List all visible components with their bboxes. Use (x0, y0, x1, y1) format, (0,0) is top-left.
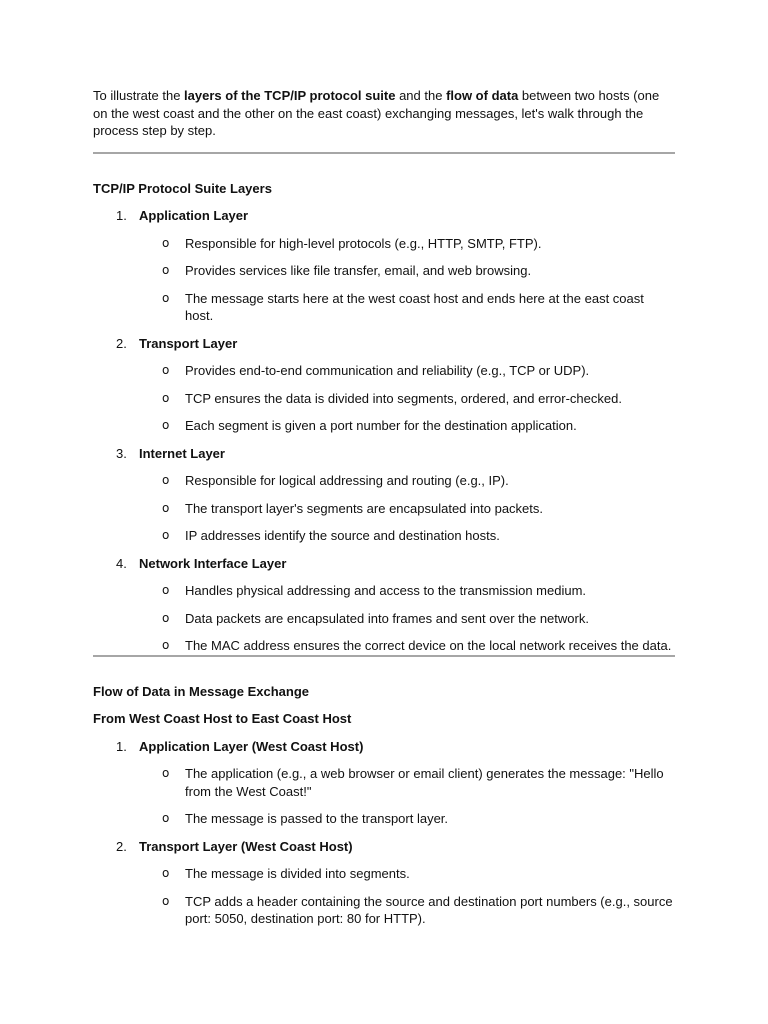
sub-list-item-text: The message is divided into segments. (185, 866, 410, 881)
bullet-glyph: o (162, 866, 170, 880)
intro-bold-text: flow of data (446, 88, 519, 103)
sub-list-item-text: TCP ensures the data is divided into segments, ordered, and error-checked. (185, 390, 622, 406)
sub-list (93, 362, 675, 435)
sub-list-item-text: Provides end-to-end communication and reliability (e.g., TCP or UDP). (185, 363, 590, 378)
bullet-glyph: o (162, 638, 170, 652)
list-number: 4. (116, 555, 127, 571)
sub-list-item (93, 417, 675, 435)
sub-list-item-text: Each segment is given a port number for the destination application. (185, 418, 577, 433)
horizontal-rule (93, 655, 675, 657)
sub-list-item (93, 610, 675, 628)
bullet-glyph: o (162, 263, 170, 277)
section-subheading: From West Coast Host to East Coast Host (93, 711, 352, 726)
list-number: 3. (116, 445, 127, 461)
intro-paragraph (93, 87, 675, 140)
sub-list-item (93, 362, 675, 380)
sub-list-item (93, 472, 675, 490)
list-item-title (93, 838, 675, 856)
sub-list-item-text: Responsible for logical addressing and routing (e.g., IP). (185, 473, 509, 488)
list-number: 2. (116, 838, 127, 854)
sub-list-item-text: Responsible for high-level protocols (e.g., HTTP, SMTP, FTP). (185, 235, 542, 251)
bullet-glyph: o (162, 418, 170, 432)
intro-text: between two hosts (one on the west coast and the other on the east coast) exchanging messages, let's walk through the process step by step. (93, 88, 660, 138)
sub-list-item-text: The MAC address ensures the correct device on the local network receives the data. (185, 638, 672, 653)
bullet-glyph: o (162, 583, 170, 597)
list-item-title-text: Transport Layer (West Coast Host) (139, 838, 353, 854)
list-item (93, 555, 675, 655)
list-item (93, 738, 675, 828)
sub-list-item-text: TCP adds a header containing the source and destination port numbers (e.g., source port: 5050, destination port: 80 for HTTP). (185, 893, 673, 926)
list-number: 2. (116, 335, 127, 351)
horizontal-rule (93, 152, 675, 154)
sub-list-item (93, 810, 675, 828)
list-item (93, 838, 675, 928)
sub-list-item-text: Provides services like file transfer, email, and web browsing. (185, 263, 532, 278)
section-heading: Flow of Data in Message Exchange (93, 683, 309, 699)
layers-list (93, 207, 675, 655)
sub-list-item (93, 865, 675, 883)
sub-list-item-text: The message is passed to the transport layer. (185, 811, 449, 826)
list-item-title (93, 738, 675, 756)
bullet-glyph: o (162, 528, 170, 542)
list-number: 1. (116, 208, 127, 223)
list-item-title-text: Application Layer (West Coast Host) (139, 738, 364, 754)
flow-list (93, 738, 675, 928)
sub-list-item-text: The message starts here at the west coast host and ends here at the east coast host. (185, 290, 644, 323)
sub-list-item (93, 235, 675, 253)
sub-list (93, 865, 675, 928)
sub-list-item (93, 527, 675, 545)
sub-list-item (93, 582, 675, 600)
sub-list-item (93, 390, 675, 408)
list-item (93, 445, 675, 545)
bullet-glyph: o (162, 390, 170, 405)
sub-list-item (93, 765, 675, 800)
bullet-glyph: o (162, 500, 170, 515)
bullet-glyph: o (162, 893, 170, 908)
sub-list (93, 582, 675, 655)
list-item-title (93, 335, 675, 353)
document-body (93, 87, 675, 928)
bullet-glyph: o (162, 811, 170, 825)
list-item-title (93, 445, 675, 463)
bullet-glyph: o (162, 235, 170, 250)
list-item-title-text: Internet Layer (139, 445, 225, 461)
sub-list-item (93, 637, 675, 655)
sub-list (93, 235, 675, 325)
sub-list-item (93, 290, 675, 325)
list-item-title (93, 207, 675, 225)
sub-list-item (93, 500, 675, 518)
bullet-glyph: o (162, 363, 170, 377)
sub-list-item-text: Handles physical addressing and access to the transmission medium. (185, 583, 587, 598)
intro-bold-text: layers of the TCP/IP protocol suite (184, 88, 396, 103)
list-item-title-text: Network Interface Layer (139, 555, 287, 571)
sub-list-item-text: The application (e.g., a web browser or email client) generates the message: "Hello from the West Coast!" (185, 766, 664, 799)
sub-list-item-text: Data packets are encapsulated into frames and sent over the network. (185, 610, 589, 626)
section-heading: TCP/IP Protocol Suite Layers (93, 180, 272, 196)
list-item-title-text: Application Layer (139, 208, 249, 223)
sub-list-item (93, 893, 675, 928)
sub-list-item-text: The transport layer's segments are encapsulated into packets. (185, 500, 544, 516)
list-item-title (93, 555, 675, 573)
list-item-title-text: Transport Layer (139, 335, 238, 351)
bullet-glyph: o (162, 473, 170, 487)
intro-text: To illustrate the (93, 88, 185, 103)
intro-text: and the (395, 88, 447, 103)
bullet-glyph: o (162, 766, 170, 780)
list-number: 1. (116, 738, 127, 754)
bullet-glyph: o (162, 290, 170, 305)
list-item (93, 335, 675, 435)
sub-list (93, 472, 675, 545)
sub-list-item (93, 262, 675, 280)
sub-list-item-text: IP addresses identify the source and destination hosts. (185, 528, 500, 543)
list-item (93, 207, 675, 325)
sub-list (93, 765, 675, 828)
bullet-glyph: o (162, 610, 170, 625)
